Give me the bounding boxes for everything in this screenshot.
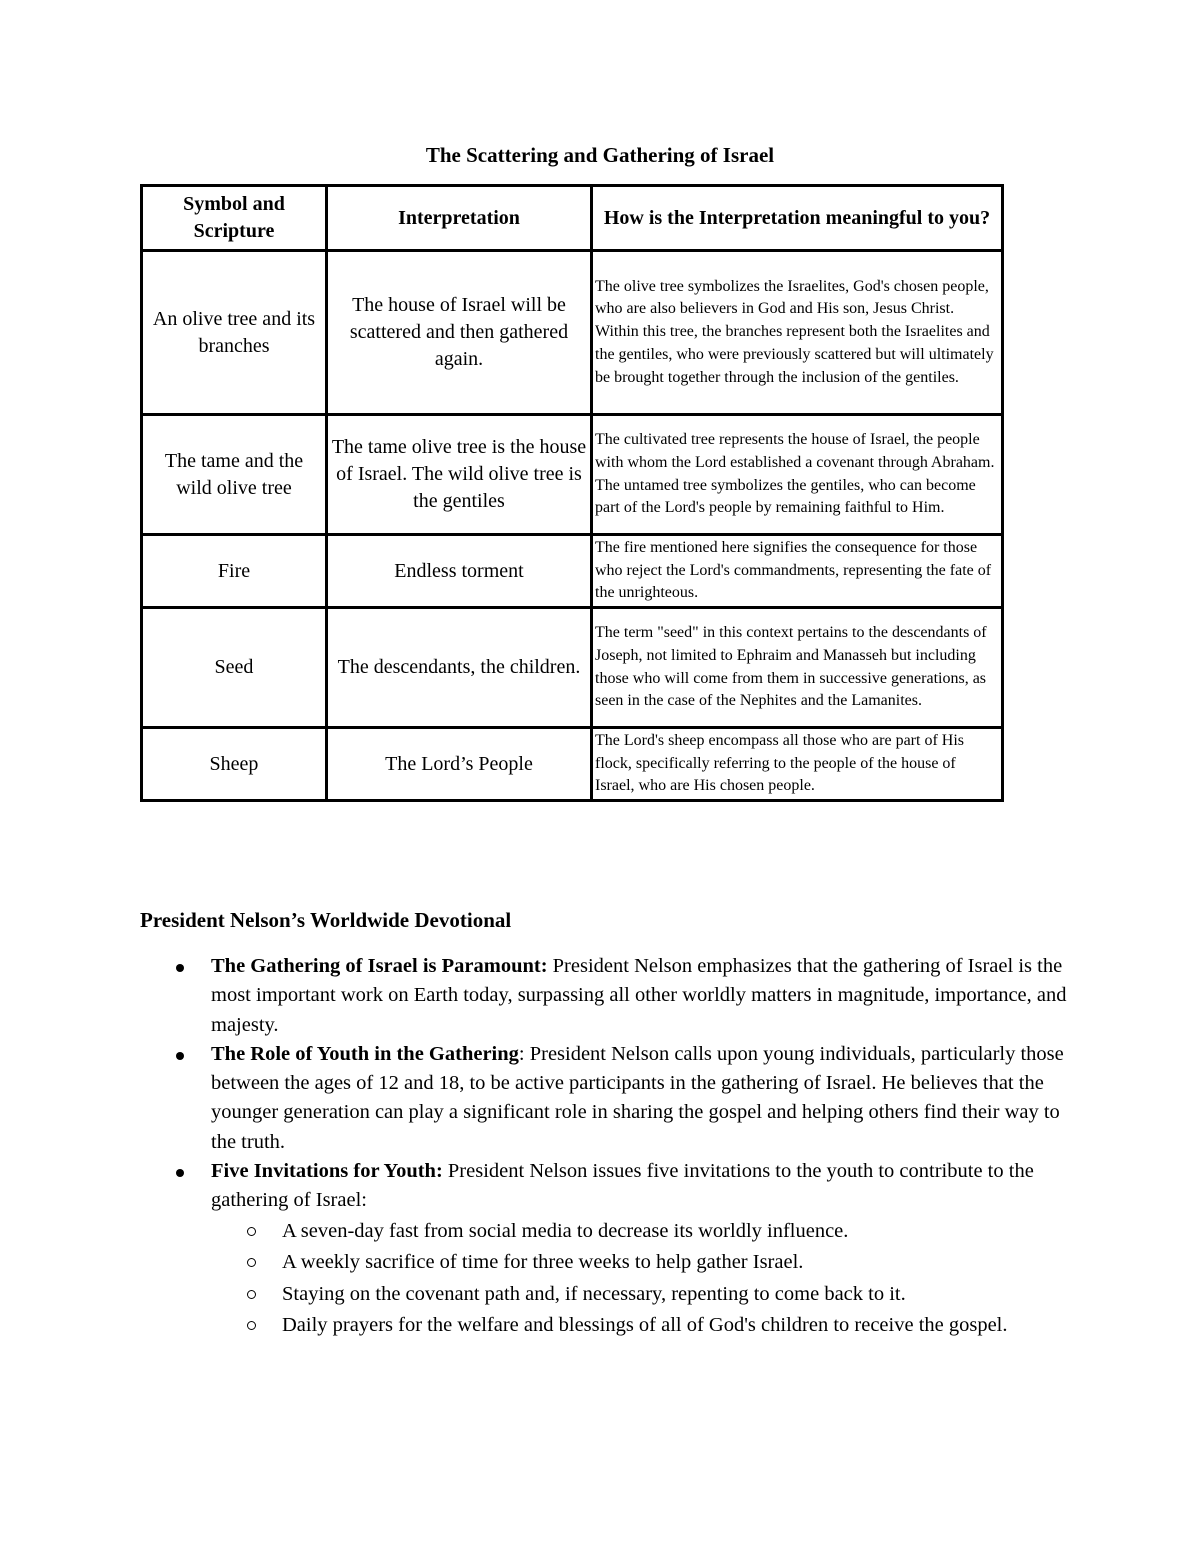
circle-bullet-icon — [247, 1258, 256, 1267]
bullet-icon — [176, 1052, 184, 1060]
table-row — [142, 415, 1003, 535]
list-item — [140, 952, 1080, 1040]
row-interpretation: The house of Israel will be scattered and then gathered again. — [327, 251, 592, 415]
point-text: President Nelson issues five invitations to the youth to contribute to the gathering of Israel: — [211, 1160, 1034, 1212]
list-item — [211, 1310, 1080, 1342]
bullet-icon — [176, 1169, 184, 1177]
invitation-text: A seven-day fast from social media to decrease its worldly influence. — [282, 1219, 849, 1242]
row-meaning: The term "seed" in this context pertains to the descendants of Joseph, not limited to Ephraim and Manasseh but including those who will come from them in successive generations, as seen in the case of the Nephites and the Lamanites. — [592, 608, 1003, 728]
point-label: The Gathering of Israel is Paramount: — [211, 955, 548, 977]
row-symbol: An olive tree and its branches — [142, 251, 327, 415]
document-title: The Scattering and Gathering of Israel — [425, 143, 775, 167]
row-meaning: The olive tree symbolizes the Israelites, God's chosen people, who are also believers in God and His son, Jesus Christ. Within this tree, the branches represent both the Israelites and the gentiles, who were previously scattered but will ultimately be brought together through the inclusion of the gentiles. — [592, 251, 1003, 415]
list-item — [140, 1040, 1080, 1157]
row-meaning: The Lord's sheep encompass all those who are part of His flock, specifically referring to the people of the house of Israel, who are His chosen people. — [592, 728, 1003, 801]
symbols-table — [140, 184, 1004, 802]
row-symbol: The tame and the wild olive tree — [142, 415, 327, 535]
header-symbol: Symbol and Scripture — [142, 186, 327, 251]
table-row — [142, 608, 1003, 728]
row-interpretation: Endless torment — [327, 535, 592, 608]
point-label: Five Invitations for Youth: — [211, 1160, 443, 1183]
point-label: The Role of Youth in the Gathering — [211, 1042, 519, 1065]
header-interpretation: Interpretation — [327, 186, 592, 251]
row-interpretation: The descendants, the children. — [327, 608, 592, 728]
invitation-text: A weekly sacrifice of time for three weeks to help gather Israel. — [282, 1251, 804, 1274]
list-item — [211, 1247, 1080, 1279]
row-interpretation: The Lord’s People — [327, 728, 592, 801]
header-meaning: How is the Interpretation meaningful to you? — [592, 186, 1003, 251]
table-header-row — [142, 186, 1003, 251]
devotional-points — [140, 952, 1080, 1342]
devotional-heading: President Nelson’s Worldwide Devotional — [140, 908, 512, 932]
row-meaning: The cultivated tree represents the house of Israel, the people with whom the Lord established a covenant through Abraham. The untamed tree symbolizes the gentiles, who can become part of the Lord's people by remaining faithful to Him. — [592, 415, 1003, 535]
point-text: : President Nelson calls upon young individuals, particularly those between the ages of 12 and 18, to be active participants in the gathering of Israel. He believes that the younger generation can play a significant role in sharing the gospel and helping others find their way to the truth. — [211, 1042, 1064, 1153]
table-row — [142, 251, 1003, 415]
row-interpretation: The tame olive tree is the house of Israel. The wild olive tree is the gentiles — [327, 415, 592, 535]
row-symbol: Sheep — [142, 728, 327, 801]
invitation-text: Daily prayers for the welfare and blessings of all of God's children to receive the gospel. — [282, 1314, 1008, 1337]
invitations-list — [211, 1216, 1080, 1342]
row-symbol: Fire — [142, 535, 327, 608]
row-symbol: Seed — [142, 608, 327, 728]
table-row — [142, 535, 1003, 608]
point-text: President Nelson emphasizes that the gathering of Israel is the most important work on Earth today, surpassing all other worldly matters in magnitude, importance, and majesty. — [211, 955, 1067, 1036]
row-meaning: The fire mentioned here signifies the consequence for those who reject the Lord's commandments, representing the fate of the unrighteous. — [592, 535, 1003, 608]
list-item — [140, 1157, 1080, 1342]
circle-bullet-icon — [247, 1290, 256, 1299]
invitation-text: Staying on the covenant path and, if necessary, repenting to come back to it. — [282, 1282, 906, 1305]
table-row — [142, 728, 1003, 801]
list-item — [211, 1279, 1080, 1311]
circle-bullet-icon — [247, 1227, 256, 1236]
list-item — [211, 1216, 1080, 1248]
bullet-icon — [176, 964, 184, 972]
circle-bullet-icon — [247, 1321, 256, 1330]
